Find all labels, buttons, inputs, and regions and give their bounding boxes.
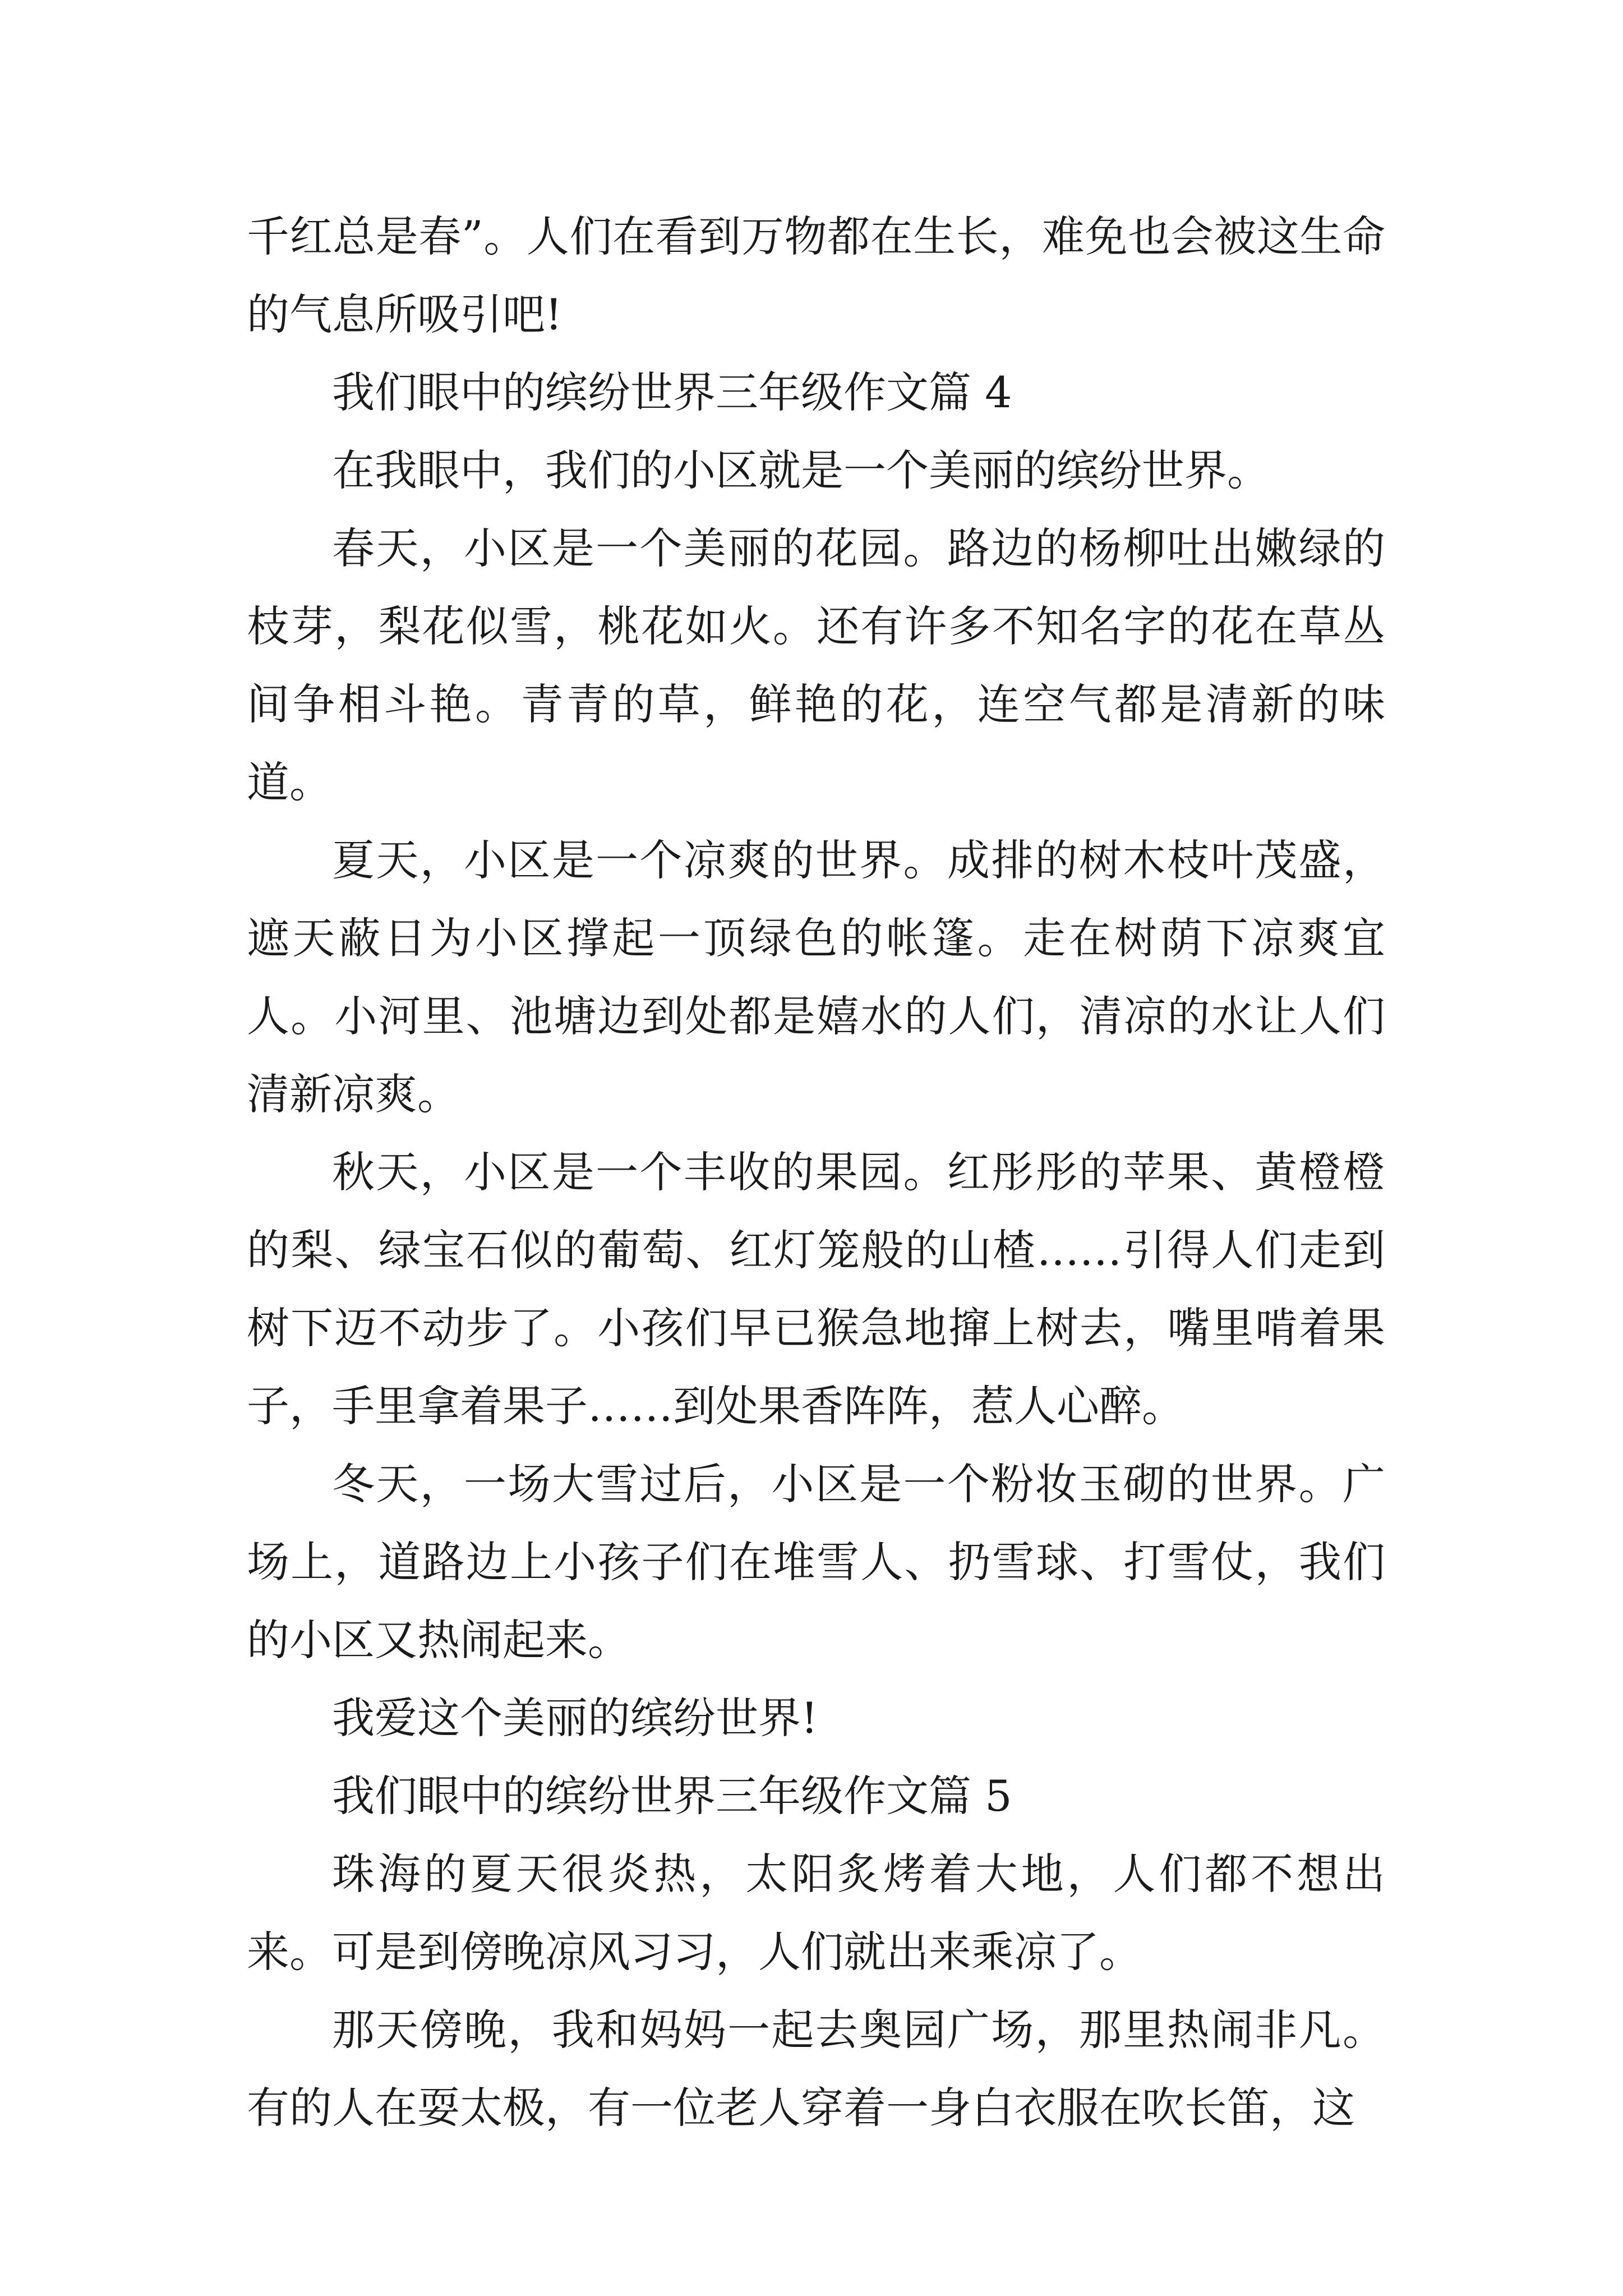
document-body [247,197,1385,2147]
paragraph-conclusion: 我爱这个美丽的缤纷世界! [332,1693,818,1743]
paragraph-continuation: 千红总是春”。人们在看到万物都在生长，难免也会被这生命的气息所吸引吧! [247,211,1385,339]
paragraph-spring: 春天，小区是一个美丽的花园。路边的杨柳吐出嫩绿的枝芽，梨花似雪，桃花如火。还有许多不知名字的花在草丛间争相斗艳。青青的草，鲜艳的花，连空气都是清新的味道。 [247,523,1385,807]
paragraph-autumn: 秋天，小区是一个丰收的果园。红彤彤的苹果、黄橙橙的梨、绿宝石似的葡萄、红灯笼般的山楂……引得人们走到树下迈不动步了。小孩们早已猴急地撺上树去，嘴里啃着果子，手里拿着果子……到处果香阵阵，惹人心醉。 [247,1147,1385,1431]
paragraph-summer: 夏天，小区是一个凉爽的世界。成排的树木枝叶茂盛，遮天蔽日为小区撑起一顶绿色的帐篷。走在树荫下凉爽宜人。小河里、池塘边到处都是嬉水的人们，清凉的水让人们清新凉爽。 [247,835,1385,1119]
paragraph-intro: 在我眼中，我们的小区就是一个美丽的缤纷世界。 [332,445,1270,495]
paragraph-winter: 冬天，一场大雪过后，小区是一个粉妆玉砌的世界。广场上，道路边上小孩子们在堆雪人、扔雪球、打雪仗，我们的小区又热闹起来。 [247,1459,1385,1665]
essay-heading-5: 我们眼中的缤纷世界三年级作文篇 5 [332,1771,1012,1821]
essay-heading-4: 我们眼中的缤纷世界三年级作文篇 4 [332,367,1012,417]
paragraph-zhuhai-summer: 珠海的夏天很炎热，太阳炙烤着大地，人们都不想出来。可是到傍晚凉风习习，人们就出来乘凉了。 [247,1849,1385,1977]
paragraph-evening-square: 那天傍晚，我和妈妈一起去奥园广场，那里热闹非凡。有的人在耍太极，有一位老人穿着一身白衣服在吹长笛，这 [247,2005,1385,2133]
